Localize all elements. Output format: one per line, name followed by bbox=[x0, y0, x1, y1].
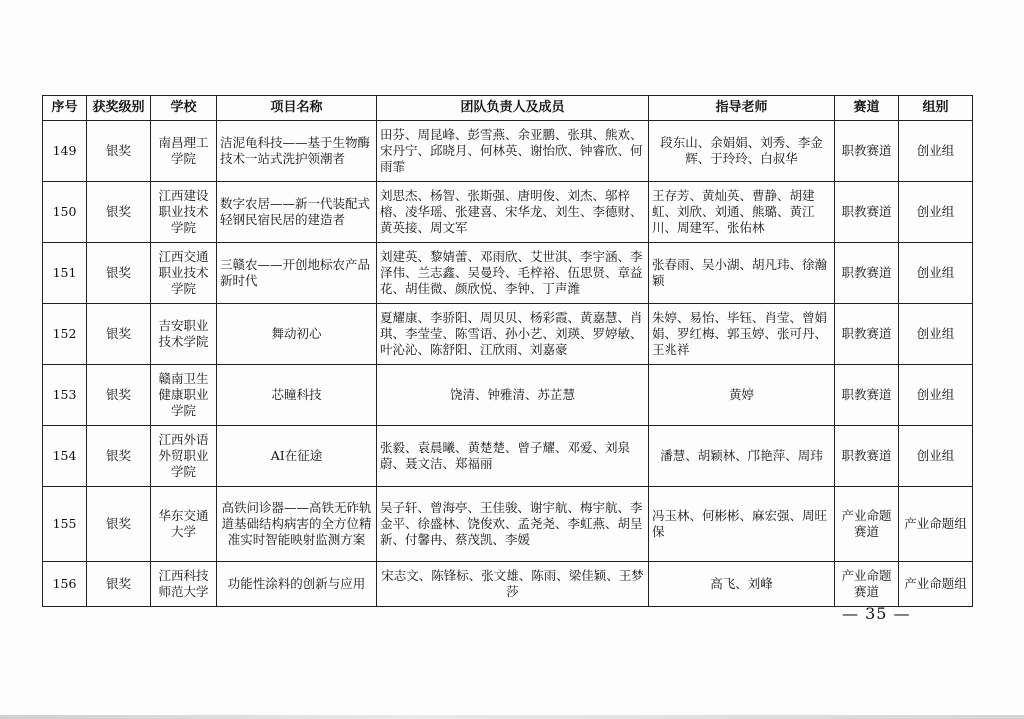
cell-track: 职教赛道 bbox=[835, 121, 899, 182]
cell-track: 职教赛道 bbox=[835, 304, 899, 365]
cell-school: 南昌理工学院 bbox=[151, 121, 217, 182]
cell-group: 产业命题组 bbox=[899, 487, 973, 562]
cell-advisors: 冯玉林、何彬彬、麻宏强、周旺保 bbox=[649, 487, 835, 562]
cell-group: 创业组 bbox=[899, 304, 973, 365]
cell-advisors: 朱婷、易怡、毕钰、肖莹、曾娟娟、罗红梅、郭玉婷、张可丹、王兆祥 bbox=[649, 304, 835, 365]
cell-award-level: 银奖 bbox=[87, 562, 151, 607]
cell-advisors: 王存芳、黄灿英、曹静、胡建虹、刘欣、刘通、熊璐、黄江川、周建军、张佑林 bbox=[649, 182, 835, 243]
table-row bbox=[43, 304, 973, 365]
awards-table bbox=[42, 95, 973, 607]
cell-members: 刘建英、黎婧蕾、邓雨欣、艾世淇、李宇涵、李泽伟、兰志鑫、吴曼玲、毛梓裕、伍思贤、章益花、胡佳微、颜欣悦、李钟、丁声潍 bbox=[377, 243, 649, 304]
cell-track: 职教赛道 bbox=[835, 365, 899, 426]
table-row bbox=[43, 426, 973, 487]
header-cell: 指导老师 bbox=[649, 96, 835, 121]
cell-advisors: 段东山、余娟娟、刘秀、李金辉、于玲玲、白叔华 bbox=[649, 121, 835, 182]
cell-project: 数字农居——新一代装配式轻钢民宿民居的建造者 bbox=[217, 182, 377, 243]
cell-group: 创业组 bbox=[899, 426, 973, 487]
cell-track: 职教赛道 bbox=[835, 243, 899, 304]
cell-award-level: 银奖 bbox=[87, 121, 151, 182]
cell-number: 151 bbox=[43, 243, 87, 304]
cell-school: 江西建设职业技术学院 bbox=[151, 182, 217, 243]
cell-school: 江西交通职业技术学院 bbox=[151, 243, 217, 304]
cell-number: 153 bbox=[43, 365, 87, 426]
cell-award-level: 银奖 bbox=[87, 426, 151, 487]
cell-members: 夏耀康、李骄阳、周贝贝、杨彩霞、黄嘉慧、肖琪、李莹莹、陈雪语、孙小艺、刘瑛、罗婷敏、叶沁沁、陈舒阳、江欣雨、刘嘉豪 bbox=[377, 304, 649, 365]
cell-award-level: 银奖 bbox=[87, 365, 151, 426]
cell-members: 吴子轩、曾海亭、王佳骏、谢宇航、梅宇航、李金平、徐盛林、饶俊欢、孟尧尧、李虹燕、胡呈新、付馨冉、蔡茂凯、李媛 bbox=[377, 487, 649, 562]
cell-school: 吉安职业技术学院 bbox=[151, 304, 217, 365]
cell-advisors: 潘慧、胡颖林、邝艳萍、周玮 bbox=[649, 426, 835, 487]
cell-track: 产业命题赛道 bbox=[835, 562, 899, 607]
cell-advisors: 张春雨、吴小湖、胡凡玮、徐瀚颖 bbox=[649, 243, 835, 304]
table-row bbox=[43, 365, 973, 426]
table-row bbox=[43, 121, 973, 182]
cell-school: 赣南卫生健康职业学院 bbox=[151, 365, 217, 426]
page-number: — 35 — bbox=[842, 604, 911, 623]
cell-number: 149 bbox=[43, 121, 87, 182]
header-cell: 团队负责人及成员 bbox=[377, 96, 649, 121]
table-row bbox=[43, 243, 973, 304]
header-cell: 获奖级别 bbox=[87, 96, 151, 121]
cell-award-level: 银奖 bbox=[87, 487, 151, 562]
cell-track: 职教赛道 bbox=[835, 182, 899, 243]
cell-project: 舞动初心 bbox=[217, 304, 377, 365]
cell-members: 田芬、周昆峰、彭雪燕、余亚鹏、张琪、熊欢、宋丹宁、邱晓月、何林英、谢怡欣、钟睿欣、何雨霏 bbox=[377, 121, 649, 182]
cell-award-level: 银奖 bbox=[87, 243, 151, 304]
cell-members: 宋志文、陈锋标、张文雄、陈雨、梁佳颖、王梦莎 bbox=[377, 562, 649, 607]
cell-project: AI在征途 bbox=[217, 426, 377, 487]
cell-advisors: 高飞、刘峰 bbox=[649, 562, 835, 607]
table-row bbox=[43, 562, 973, 607]
cell-number: 152 bbox=[43, 304, 87, 365]
cell-group: 创业组 bbox=[899, 243, 973, 304]
cell-project: 功能性涂料的创新与应用 bbox=[217, 562, 377, 607]
header-cell: 学校 bbox=[151, 96, 217, 121]
cell-project: 三赣农——开创地标农产品新时代 bbox=[217, 243, 377, 304]
cell-number: 156 bbox=[43, 562, 87, 607]
table-row bbox=[43, 487, 973, 562]
table-header-row bbox=[43, 96, 973, 121]
cell-members: 张毅、袁晨曦、黄楚楚、曾子耀、邓爱、刘泉蔚、聂文洁、郑福丽 bbox=[377, 426, 649, 487]
scan-edge-shadow bbox=[0, 715, 1024, 719]
cell-group: 创业组 bbox=[899, 182, 973, 243]
cell-school: 华东交通大学 bbox=[151, 487, 217, 562]
cell-number: 154 bbox=[43, 426, 87, 487]
cell-school: 江西外语外贸职业学院 bbox=[151, 426, 217, 487]
cell-project: 洁泥龟科技——基于生物酶技术一站式洗护领潮者 bbox=[217, 121, 377, 182]
cell-members: 刘思杰、杨智、张斯强、唐明俊、刘杰、邬梓榕、凌华瑶、张建喜、宋华龙、刘生、李德财、黄英接、周文军 bbox=[377, 182, 649, 243]
cell-number: 155 bbox=[43, 487, 87, 562]
header-cell: 赛道 bbox=[835, 96, 899, 121]
cell-group: 创业组 bbox=[899, 365, 973, 426]
cell-members: 饶清、钟雅清、苏芷慧 bbox=[377, 365, 649, 426]
cell-number: 150 bbox=[43, 182, 87, 243]
cell-award-level: 银奖 bbox=[87, 182, 151, 243]
cell-track: 产业命题赛道 bbox=[835, 487, 899, 562]
cell-project: 高铁问诊器——高铁无砟轨道基础结构病害的全方位精准实时智能映射监测方案 bbox=[217, 487, 377, 562]
cell-award-level: 银奖 bbox=[87, 304, 151, 365]
cell-track: 职教赛道 bbox=[835, 426, 899, 487]
cell-school: 江西科技师范大学 bbox=[151, 562, 217, 607]
cell-project: 芯瞳科技 bbox=[217, 365, 377, 426]
cell-advisors: 黄婷 bbox=[649, 365, 835, 426]
table-row bbox=[43, 182, 973, 243]
header-cell: 项目名称 bbox=[217, 96, 377, 121]
header-cell: 序号 bbox=[43, 96, 87, 121]
cell-group: 创业组 bbox=[899, 121, 973, 182]
cell-group: 产业命题组 bbox=[899, 562, 973, 607]
header-cell: 组别 bbox=[899, 96, 973, 121]
